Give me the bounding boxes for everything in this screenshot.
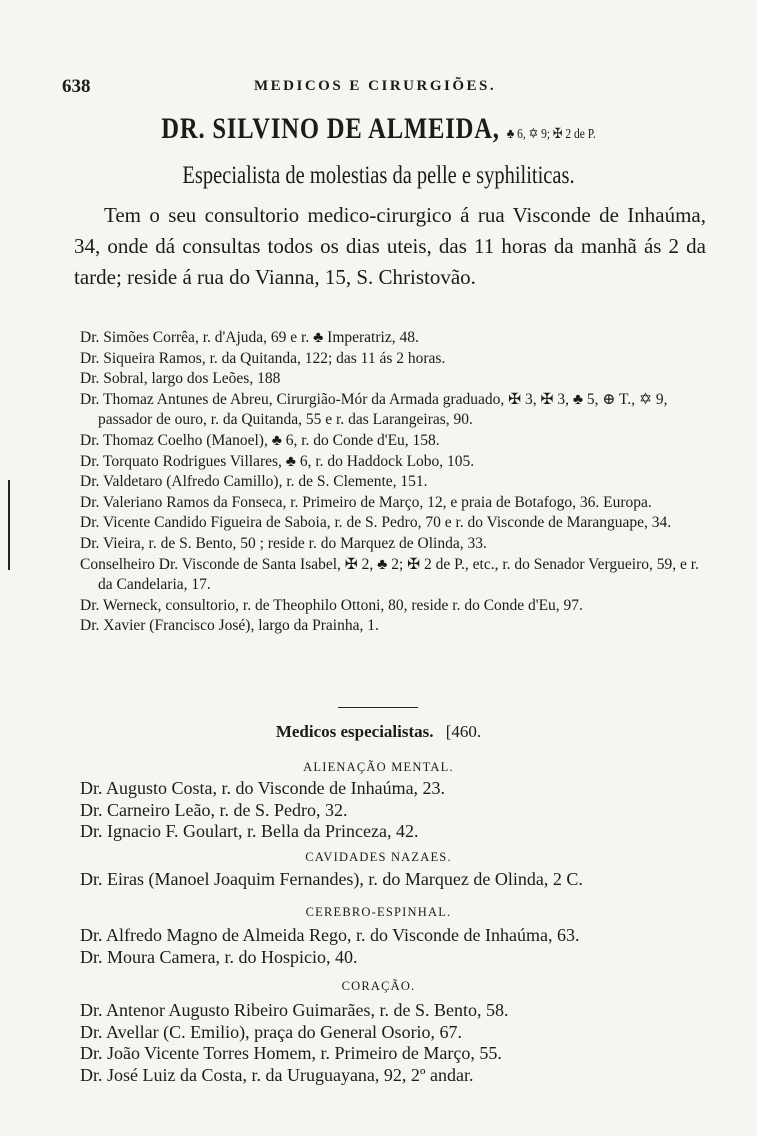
subheading-coracao: CORAÇÃO. — [341, 979, 416, 993]
advert-specialty: Especialista de molestias da pelle e syphiliticas. — [182, 162, 575, 189]
subheading-alienacao: ALIENAÇÃO MENTAL. — [303, 760, 454, 774]
specialists-count: [460. — [445, 722, 482, 741]
group-alienacao — [80, 778, 706, 843]
list-item: Dr. Eiras (Manoel Joaquim Fernandes), r. do Marquez de Olinda, 2 C. — [80, 869, 583, 889]
group-coracao — [80, 1000, 706, 1086]
advert-body: Tem o seu consultorio medico-cirurgico á rua Visconde de Inhaúma, 34, onde dá consultas todos os dias uteis, das 11 horas da manhã ás 2 da tarde; reside á rua do Vianna, 15, S. Christovão. — [74, 203, 706, 289]
list-item: Dr. Werneck, consultorio, r. de Theophilo Ottoni, 80, reside r. do Conde d'Eu, 97. — [80, 596, 583, 614]
section-divider — [338, 707, 418, 708]
list-item: Dr. Simões Corrêa, r. d'Ajuda, 69 e r. ♣ Imperatriz, 48. — [80, 329, 419, 346]
running-head — [62, 74, 702, 100]
list-item: Dr. Moura Camera, r. do Hospicio, 40. — [80, 946, 358, 967]
list-item: Dr. Xavier (Francisco José), largo da Prainha, 1. — [80, 617, 379, 635]
specialists-title: Medicos especialistas. — [275, 722, 434, 741]
advert-title — [68, 112, 689, 146]
list-item: Dr. Siqueira Ramos, r. da Quitanda, 122; das 11 ás 2 horas. — [80, 349, 446, 367]
list-item: Dr. Alfredo Magno de Almeida Rego, r. do Visconde de Inhaúma, 63. — [80, 925, 580, 945]
list-item: Dr. Sobral, largo dos Leões, 188 — [80, 370, 281, 388]
list-item: Dr. Vieira, r. de S. Bento, 50 ; reside r. do Marquez de Olinda, 33. — [80, 534, 487, 552]
list-item: Dr. Valdetaro (Alfredo Camillo), r. de S. Clemente, 151. — [80, 473, 428, 491]
list-item: Dr. Thomaz Coelho (Manoel), ♣ 6, r. do Conde d'Eu, 158. — [80, 431, 440, 449]
list-item: Dr. Antenor Augusto Ribeiro Guimarães, r. de S. Bento, 58. — [80, 1000, 509, 1020]
list-item: Dr. João Vicente Torres Homem, r. Primeiro de Março, 55. — [80, 1043, 502, 1063]
list-item: Dr. Vicente Candido Figueira de Saboia, r. de S. Pedro, 70 e r. do Visconde de Maranguape, 34. — [80, 514, 672, 532]
list-item: Dr. José Luiz da Costa, r. da Uruguayana, 92, 2º andar. — [80, 1064, 474, 1085]
advert-decorations: ♣ 6, ✡ 9; ✠ 2 de P. — [506, 127, 596, 142]
list-item: Dr. Augusto Costa, r. do Visconde de Inhaúma, 23. — [80, 778, 446, 798]
list-item: Dr. Avellar (C. Emilio), praça do General Osorio, 67. — [80, 1021, 463, 1042]
list-item: Dr. Ignacio F. Goulart, r. Bella da Princeza, 42. — [80, 821, 419, 841]
group-cavidades — [80, 869, 706, 891]
margin-mark — [8, 480, 10, 570]
group-cerebro — [80, 925, 706, 968]
advert-name: DR. SILVINO DE ALMEIDA, — [161, 112, 500, 145]
specialists-heading — [0, 722, 757, 742]
list-item: Dr. Valeriano Ramos da Fonseca, r. Primeiro de Março, 12, e praia de Botafogo, 36. Europa. — [80, 493, 652, 511]
physician-list — [80, 328, 706, 637]
list-item: Dr. Torquato Rodrigues Villares, ♣ 6, r. do Haddock Lobo, 105. — [80, 452, 475, 470]
subheading-cavidades: CAVIDADES NAZAES. — [305, 850, 452, 864]
running-title: MEDICOS E CIRURGIÕES. — [254, 78, 497, 94]
page-number: 638 — [62, 76, 91, 97]
subheading-cerebro: CEREBRO-ESPINHAL. — [305, 905, 452, 919]
list-item: Dr. Thomaz Antunes de Abreu, Cirurgião-Mór da Armada graduado, ✠ 3, ✠ 3, ♣ 5, ⊕ T., ✡ 9, passador de ouro, r. da Quitanda, 55 e r. das Larangeiras, 90. — [80, 390, 668, 429]
list-item: Dr. Carneiro Leão, r. de S. Pedro, 32. — [80, 799, 348, 820]
list-item: Conselheiro Dr. Visconde de Santa Isabel, ✠ 2, ♣ 2; ✠ 2 de P., etc., r. do Senador Vergueiro, 59, e r. da Candelaria, 17. — [80, 555, 699, 594]
